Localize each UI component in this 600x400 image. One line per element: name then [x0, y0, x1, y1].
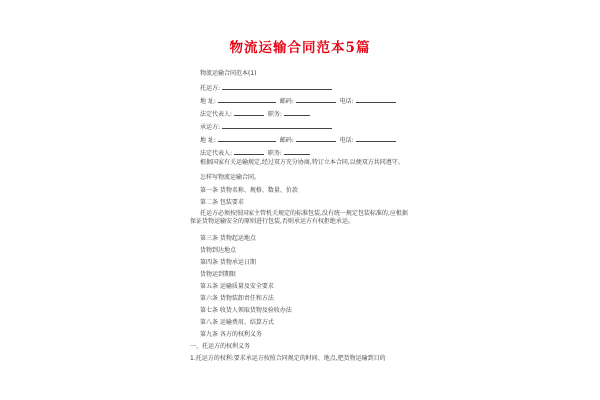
article-6: 第六条 货物装卸责任和方法 [200, 295, 274, 302]
carrier-position-label: 职务: [267, 150, 282, 157]
contract-heading: 物流运输合同范本(1) [200, 70, 257, 77]
article-5: 第五条 运输质量及安全要求 [200, 283, 274, 290]
carrier-rep-label: 法定代表人: [200, 150, 233, 157]
carrier-rep-row [200, 148, 312, 158]
carrier-postcode-blank [296, 135, 336, 142]
shipper-postcode-label: 邮码: [279, 98, 294, 105]
article-3: 第三条 货物起运地点 [200, 235, 256, 242]
shipper-position-label: 职务: [267, 111, 282, 118]
shipper-rep-row [200, 109, 312, 119]
article-2: 第二条 包装要求 [200, 199, 244, 206]
body-line: 怎样写物流运输合同。 [200, 174, 261, 181]
packaging-paragraph: 托运方必须按照国家主管机关规定的标准包装,没有统一规定包装标准的,应根据保证货物运输安全的原则进行包装,否则承运方有权拒绝承运。 [190, 210, 408, 225]
shipper-label: 托运方: [200, 85, 221, 92]
document-title: 物流运输合同范本5篇 [229, 40, 371, 56]
article-1: 第一条 货物名称、规格、数量、价款 [200, 187, 298, 194]
shipper-position-blank [284, 109, 310, 116]
carrier-address-blank [218, 135, 276, 142]
shipper-rep-blank [234, 109, 264, 116]
body-line: 货物运到期限 [200, 271, 237, 278]
carrier-label: 承运方: [200, 124, 221, 131]
carrier-row [200, 122, 334, 132]
article-9: 第九条 各方的权利义务 [200, 331, 262, 338]
shipper-phone-blank [356, 96, 396, 103]
article-7: 第七条 收货人领取货物及验收办法 [200, 307, 292, 314]
carrier-name-blank [222, 122, 332, 129]
body-line: 货物到达地点 [200, 247, 237, 254]
section-heading: 一、托运方的权利义务 [190, 343, 251, 350]
shipper-name-blank [222, 83, 332, 90]
article-8: 第八条 运输费用、结算方式 [200, 319, 274, 326]
shipper-row [200, 83, 334, 93]
shipper-rep-label: 法定代表人: [200, 111, 233, 118]
shipper-address-row [200, 96, 398, 106]
shipper-phone-label: 电话: [339, 98, 354, 105]
carrier-address-label: 地 址: [200, 137, 216, 144]
shipper-address-blank [218, 96, 276, 103]
carrier-phone-label: 电话: [339, 137, 354, 144]
shipper-postcode-blank [296, 96, 336, 103]
carrier-phone-blank [356, 135, 396, 142]
carrier-position-blank [284, 148, 310, 155]
article-4: 第四条 货物承运日期 [200, 259, 256, 266]
carrier-postcode-label: 邮码: [279, 137, 294, 144]
shipper-address-label: 地 址: [200, 98, 216, 105]
carrier-address-row [200, 135, 398, 145]
body-line: 1.托运方的权利:要求承运方按照合同规定的时间、地点,把货物运输到目的 [190, 355, 386, 362]
intro-paragraph: 根据国家有关运输规定,经过双方充分协商,特订立本合同,以便双方共同遵守。 [200, 159, 404, 166]
carrier-rep-blank [234, 148, 264, 155]
